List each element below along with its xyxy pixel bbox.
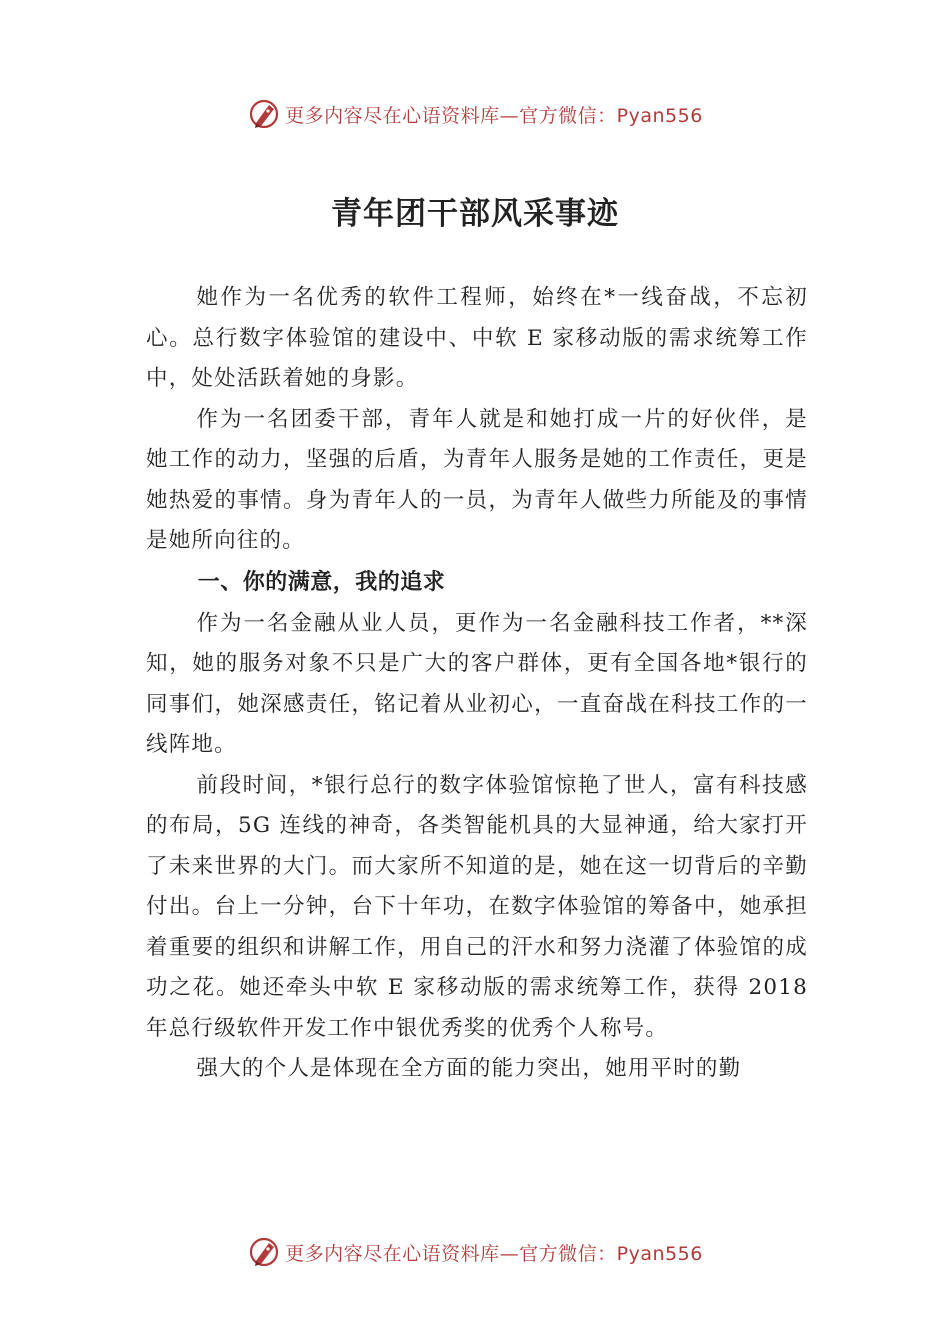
document-body [146,278,808,1090]
paragraph: 她作为一名优秀的软件工程师，始终在*一线奋战，不忘初心。总行数字体验馆的建设中、中软 E 家移动版的需求统筹工作中，处处活跃着她的身影。 [146,285,808,391]
section-heading: 一、你的满意，我的追求 [197,569,446,595]
pen-nib-logo-icon [247,1235,281,1269]
banner-wechat-id: Pyan556 [616,1242,703,1265]
paragraph: 作为一名金融从业人员，更作为一名金融科技工作者，**深知，她的服务对象不只是广大的客户群体，更有全国各地*银行的同事们，她深感责任，铭记着从业初心，一直奋战在科技工作的一线阵地。 [146,610,808,757]
pen-nib-logo-icon [247,97,281,131]
document-title: 青年团干部风采事迹 [331,196,619,232]
paragraph: 强大的个人是体现在全方面的能力突出，她用平时的勤 [196,1056,742,1081]
banner-text: 更多内容尽在心语资料库—官方微信：Pyan556 [285,1242,703,1265]
paragraph: 前段时间，*银行总行的数字体验馆惊艳了世人，富有科技感的布局，5G 连线的神奇，各类智能机具的大显神通，给大家打开了未来世界的大门。而大家所不知道的是，她在这一切背后的辛勤付出。台上一分钟，台下十年功，在数字体验馆的筹备中，她承担着重要的组织和讲解工作，用自己的汗水和努力浇灌了体验馆的成功之花。她还牵头中软 E 家移动版的需求统筹工作，获得 2018 年总行级软件开发工作中银优秀奖的优秀个人称号。 [146,772,808,1041]
banner-text: 更多内容尽在心语资料库—官方微信：Pyan556 [285,104,703,127]
header-banner [0,94,950,134]
footer-banner [0,1232,950,1272]
paragraph: 作为一名团委干部，青年人就是和她打成一片的好伙伴，是她工作的动力，坚强的后盾，为青年人服务是她的工作责任，更是她热爱的事情。身为青年人的一员，为青年人做些力所能及的事情是她所向往的。 [146,406,808,553]
banner-wechat-id: Pyan556 [616,104,703,127]
